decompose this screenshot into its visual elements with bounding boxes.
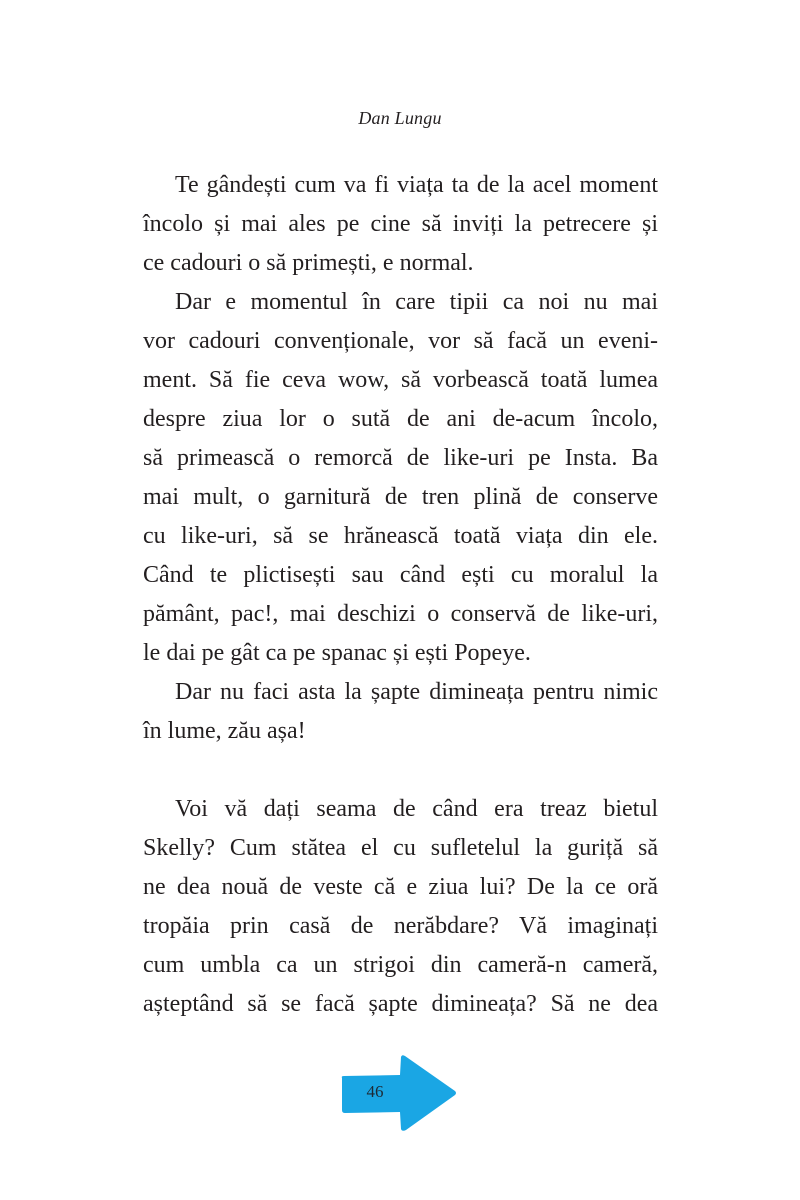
text-line: cum umbla ca un strigoi din cameră-n cameră, (143, 952, 658, 978)
text-line: ne dea nouă de veste că e ziua lui? De la ce oră (143, 874, 658, 900)
text-line: în lume, zău așa! (143, 718, 306, 744)
text-line: Skelly? Cum stătea el cu sufletelul la guriță să (143, 835, 658, 861)
text-line: despre ziua lor o sută de ani de-acum încolo, (143, 406, 658, 432)
text-line: așteptând să se facă șapte dimineața? Să ne dea (143, 991, 658, 1017)
text-line: Voi vă dați seama de când era treaz bietul (175, 796, 658, 822)
text-line: încolo și mai ales pe cine să inviți la petrecere și (143, 211, 658, 237)
text-line: Când te plictisești sau când ești cu moralul la (143, 562, 658, 588)
section-break (143, 751, 658, 790)
text-line: ce cadouri o să primești, e normal. (143, 250, 474, 276)
body-text (143, 166, 658, 1024)
text-line: Dar nu faci asta la șapte dimineața pentru nimic (175, 679, 658, 705)
text-line: vor cadouri convenționale, vor să facă un eveni- (143, 328, 658, 354)
text-line: mai mult, o garnitură de tren plină de conserve (143, 484, 658, 510)
text-line: Te gândești cum va fi viața ta de la acel moment (175, 172, 658, 198)
text-line: pământ, pac!, mai deschizi o conservă de like-uri, (143, 601, 658, 627)
page-number: 46 (366, 1082, 384, 1101)
text-line: ment. Să fie ceva wow, să vorbească toată lumea (143, 367, 658, 393)
running-head-author: Dan Lungu (358, 108, 442, 128)
text-line: cu like-uri, să se hrănească toată viața din ele. (143, 523, 658, 549)
text-line: Dar e momentul în care tipii ca noi nu mai (175, 289, 658, 315)
text-line: să primească o remorcă de like-uri pe Insta. Ba (143, 445, 658, 471)
text-line: tropăia prin casă de nerăbdare? Vă imaginați (143, 913, 658, 939)
text-line: le dai pe gât ca pe spanac și ești Popeye. (143, 640, 531, 666)
